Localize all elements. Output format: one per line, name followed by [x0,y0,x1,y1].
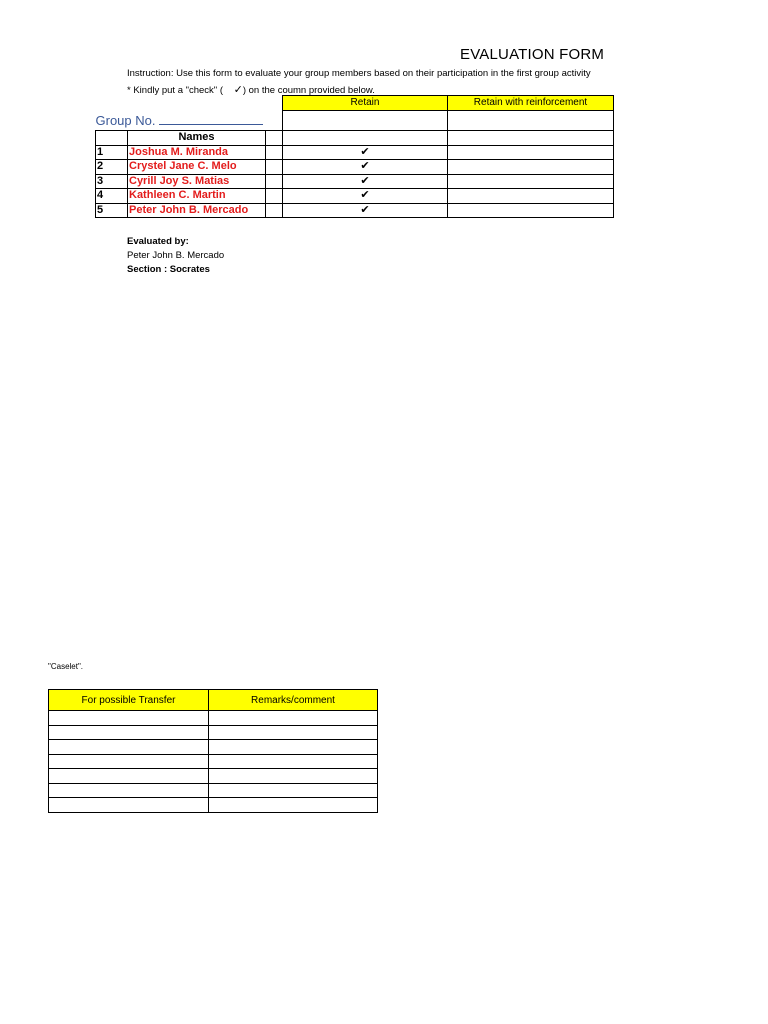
evaluator-name: Peter John B. Mercado [127,250,225,261]
transfer-cell[interactable] [49,711,209,726]
member-name: Kathleen C. Martin [128,189,266,204]
names-header: Names [128,131,266,146]
evaluated-by-label: Evaluated by: [127,236,189,247]
remarks-cell[interactable] [209,754,378,769]
reinforcement-cell[interactable] [448,110,614,131]
table-row [49,711,378,726]
remarks-cell[interactable] [209,798,378,813]
reinforcement-cell[interactable] [448,203,614,218]
spacer-cell [266,160,283,175]
reinforcement-cell[interactable] [448,131,614,146]
spacer-cell [266,131,283,146]
spacer-cell [266,145,283,160]
transfer-cell[interactable] [49,740,209,755]
instruction-text: Instruction: Use this form to evaluate your group members based on their participation in the first group activity [127,68,591,79]
table-row [96,145,614,160]
possible-transfer-header: For possible Transfer [49,690,209,711]
retain-check-cell[interactable]: ✔ [283,189,448,204]
transfer-cell[interactable] [49,798,209,813]
empty-header-cell [96,96,283,111]
reinforcement-cell[interactable] [448,189,614,204]
row-number: 3 [96,174,128,189]
check-instruction-suffix: ) on the coumn provided below. [242,85,375,96]
member-name: Crystel Jane C. Melo [128,160,266,175]
remarks-cell[interactable] [209,783,378,798]
remarks-cell[interactable] [209,740,378,755]
member-name: Cyrill Joy S. Matias [128,174,266,189]
form-title: EVALUATION FORM [460,46,605,62]
table-row [96,160,614,175]
transfer-cell[interactable] [49,754,209,769]
retain-cell[interactable] [283,131,448,146]
row-number: 4 [96,189,128,204]
spacer-cell [266,174,283,189]
evaluation-table [95,95,614,218]
group-number-label: Group No. [95,112,156,128]
reinforcement-cell[interactable] [448,174,614,189]
remarks-cell[interactable] [209,711,378,726]
retain-reinforcement-header: Retain with reinforcement [448,96,614,111]
member-name: Joshua M. Miranda [128,145,266,160]
row-number: 2 [96,160,128,175]
table-row [49,769,378,784]
group-number-field[interactable] [96,110,283,131]
table-row [49,725,378,740]
table-row [96,189,614,204]
transfer-cell[interactable] [49,725,209,740]
reinforcement-cell[interactable] [448,145,614,160]
remarks-cell[interactable] [209,725,378,740]
group-number-line[interactable] [159,114,263,125]
retain-header: Retain [283,96,448,111]
retain-cell[interactable] [283,110,448,131]
retain-check-cell[interactable]: ✔ [283,145,448,160]
row-number: 1 [96,145,128,160]
member-name: Peter John B. Mercado [128,203,266,218]
transfer-cell[interactable] [49,769,209,784]
table-row [49,754,378,769]
remarks-cell[interactable] [209,769,378,784]
caselet-note: "Caselet". [48,662,84,671]
number-header-cell [96,131,128,146]
row-number: 5 [96,203,128,218]
retain-check-cell[interactable]: ✔ [283,203,448,218]
spacer-cell [266,189,283,204]
retain-check-cell[interactable]: ✔ [283,160,448,175]
section-label: Section : Socrates [127,264,210,275]
transfer-table [48,689,378,813]
check-icon: ✓ [233,84,243,96]
reinforcement-cell[interactable] [448,160,614,175]
table-row [49,783,378,798]
retain-check-cell[interactable]: ✔ [283,174,448,189]
table-row [49,798,378,813]
spacer-cell [266,203,283,218]
transfer-cell[interactable] [49,783,209,798]
table-row [96,203,614,218]
table-row [49,740,378,755]
table-row [96,174,614,189]
check-instruction-prefix: * Kindly put a "check" ( [127,85,223,96]
remarks-header: Remarks/comment [209,690,378,711]
